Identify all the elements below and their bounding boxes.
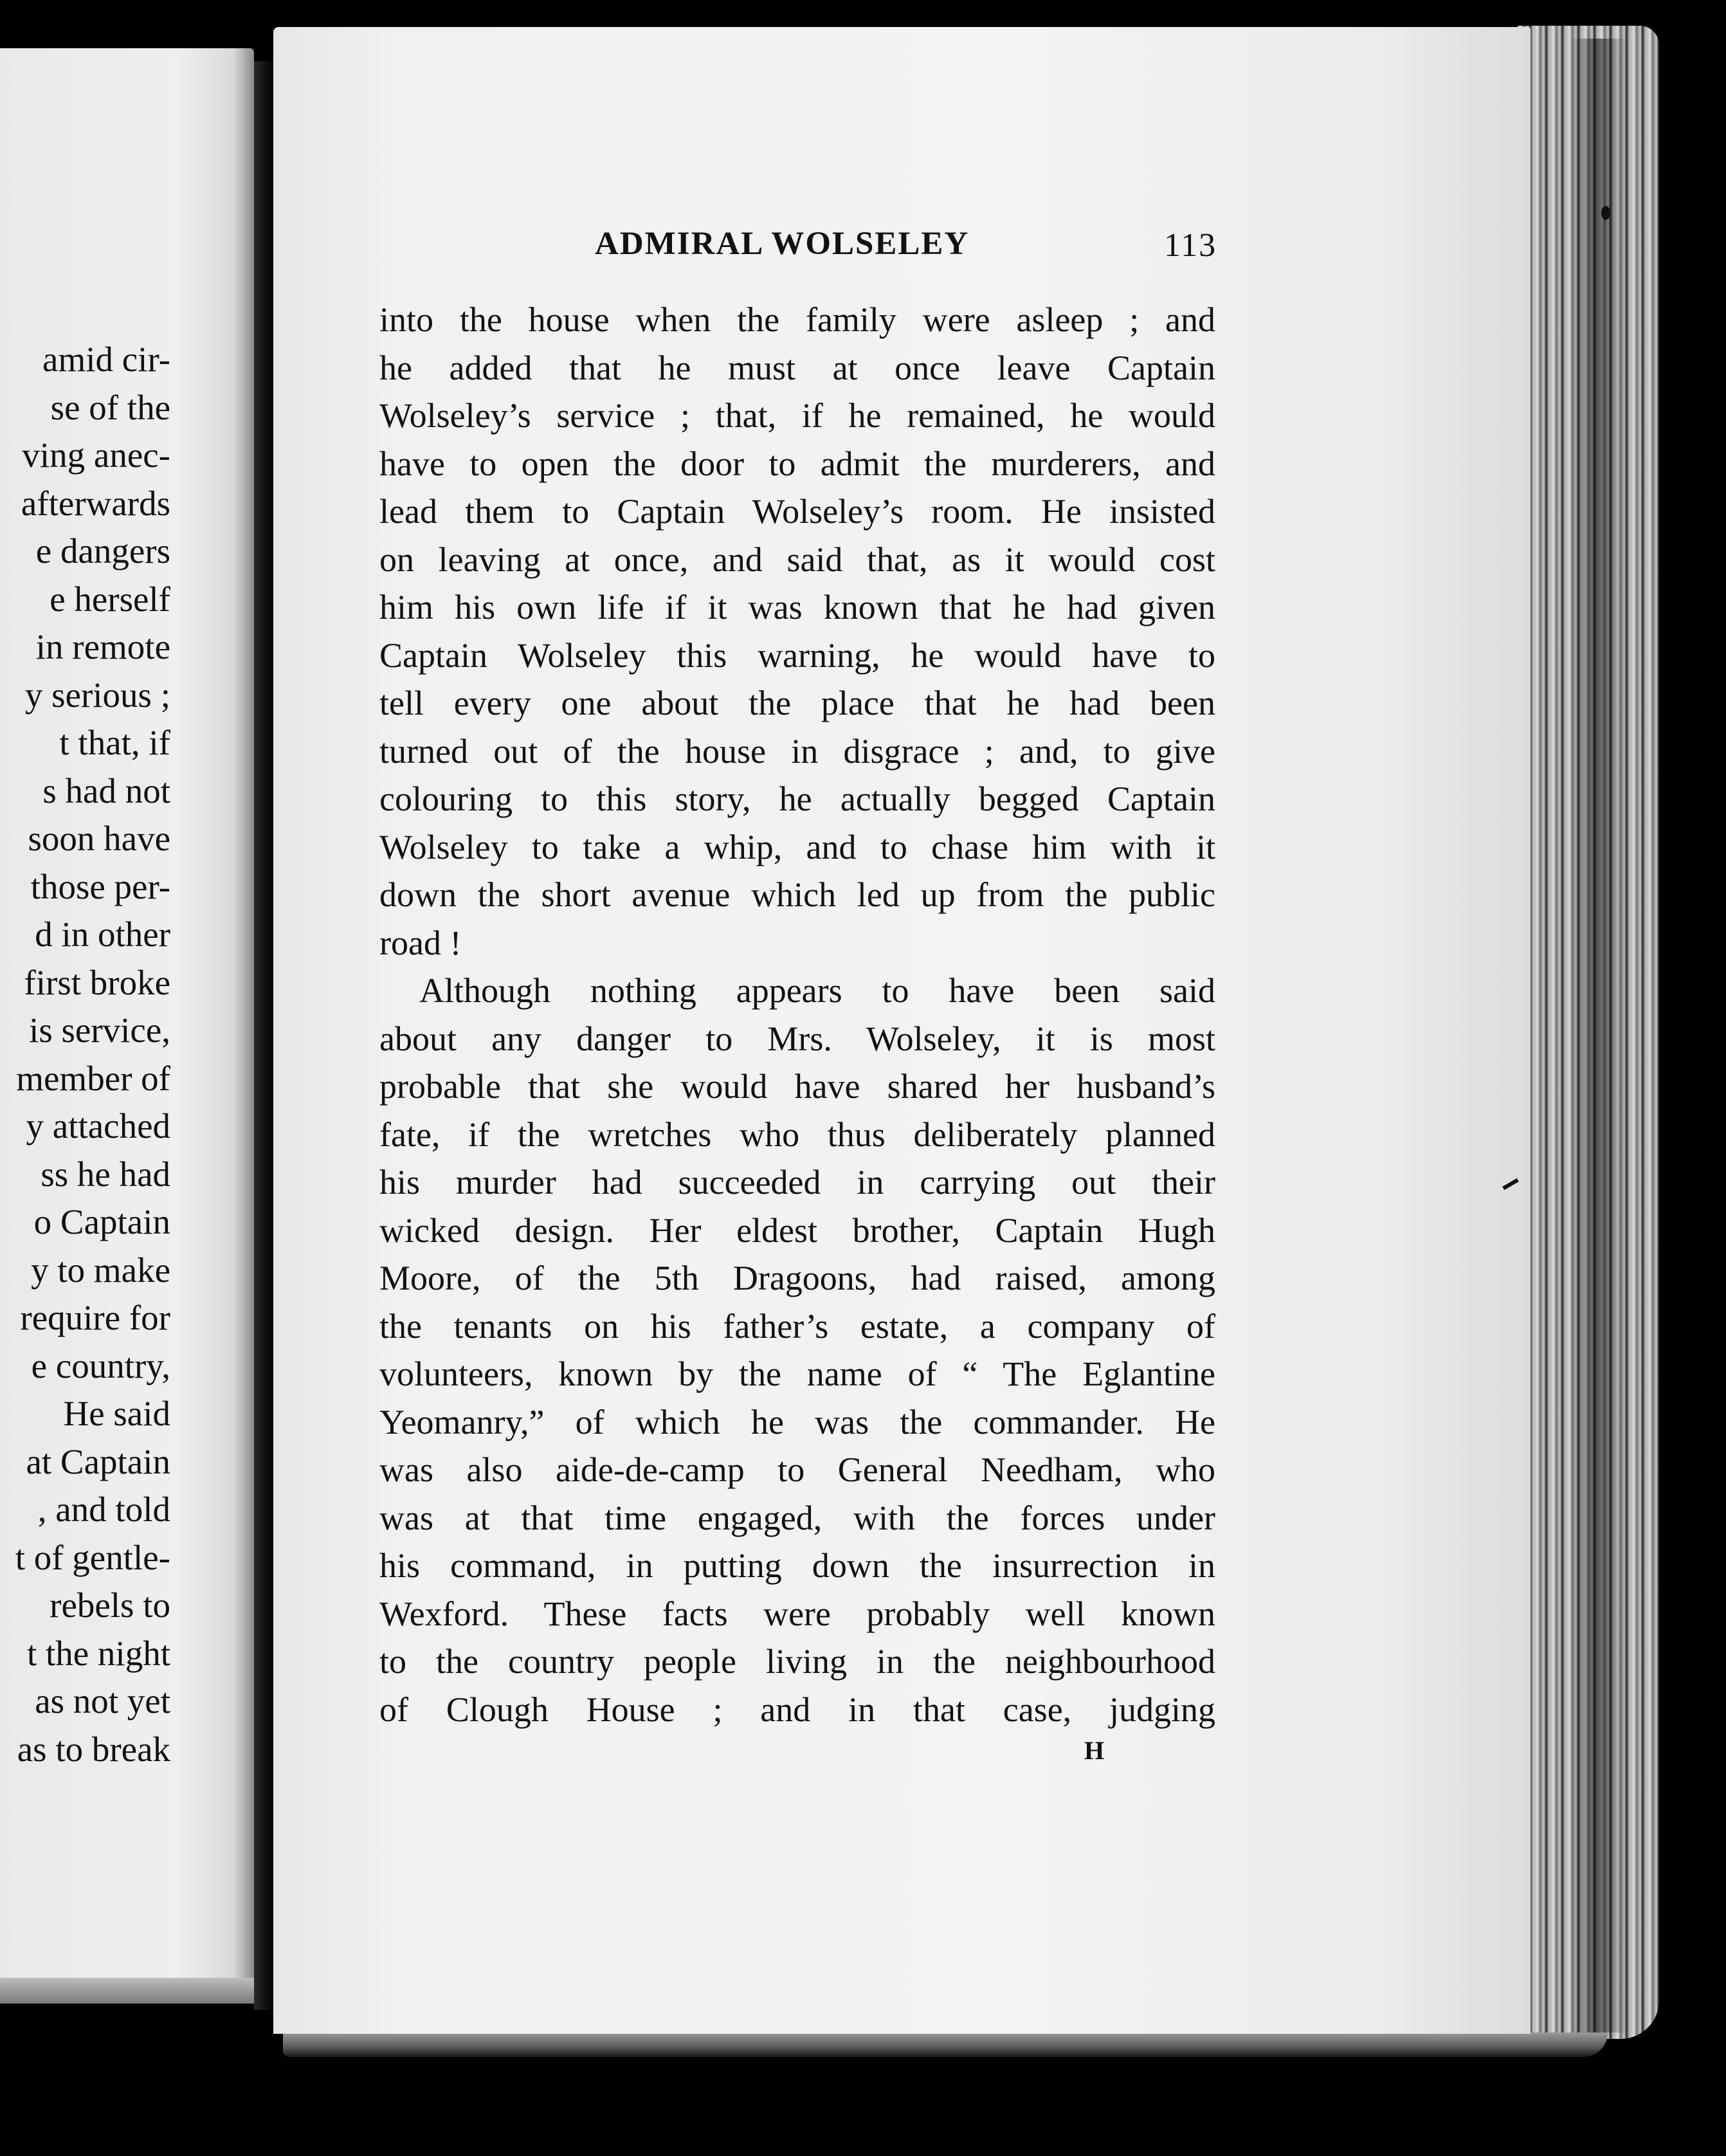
text-line: probable that she would have shared her husband’s xyxy=(379,1067,1215,1106)
left-line: y serious ; xyxy=(24,675,170,715)
text-line: Wexford. These facts were probably well known xyxy=(379,1594,1215,1633)
left-line: in remote xyxy=(35,627,170,666)
left-facing-page xyxy=(0,48,254,2004)
text-line: fate, if the wretches who thus deliberately planned xyxy=(379,1115,1215,1154)
text-line: tell every one about the place that he had been xyxy=(379,684,1215,722)
left-line: soon have xyxy=(28,819,170,858)
text-line: Wolseley’s service ; that, if he remained, he would xyxy=(379,396,1215,435)
left-line: e country, xyxy=(31,1346,170,1385)
left-line: e dangers xyxy=(35,531,170,571)
left-line: member of xyxy=(16,1058,170,1098)
text-line: to the country people living in the neighbourhood xyxy=(379,1642,1215,1681)
signature-mark: H xyxy=(1084,1736,1105,1765)
text-line: Moore, of the 5th Dragoons, had raised, among xyxy=(379,1259,1215,1297)
left-line: is service, xyxy=(29,1010,170,1050)
left-line: t that, if xyxy=(59,723,170,762)
text-line: down the short avenue which led up from the public xyxy=(379,875,1215,914)
text-line: his murder had succeeded in carrying out their xyxy=(379,1163,1215,1201)
text-line: was also aide-de-camp to General Needham, who xyxy=(379,1450,1215,1489)
text-line: lead them to Captain Wolseley’s room. He insisted xyxy=(379,492,1215,531)
left-line: ss he had xyxy=(41,1154,170,1194)
left-line: , and told xyxy=(37,1490,170,1529)
text-line: colouring to this story, he actually begged Captain xyxy=(379,780,1215,818)
text-line: him his own life if it was known that he had given xyxy=(379,588,1215,626)
text-line: Wolseley to take a whip, and to chase him with it xyxy=(379,827,1215,866)
left-line: first broke xyxy=(24,962,170,1002)
page-number: 113 xyxy=(1164,227,1217,264)
text-line: about any danger to Mrs. Wolseley, it is most xyxy=(379,1019,1215,1058)
text-line: on leaving at once, and said that, as it would cost xyxy=(379,540,1215,579)
text-line: have to open the door to admit the murderers, and xyxy=(379,444,1215,483)
bottom-page-edge xyxy=(283,2033,1608,2057)
left-line: o Captain xyxy=(33,1202,170,1241)
left-page-bottom-edge xyxy=(0,1978,254,2004)
left-line: ving anec- xyxy=(22,435,170,475)
left-line: as not yet xyxy=(35,1681,170,1721)
text-line: wicked design. Her eldest brother, Captain Hugh xyxy=(379,1210,1215,1250)
left-line: d in other xyxy=(35,915,170,954)
text-line: his command, in putting down the insurrection in xyxy=(379,1546,1215,1585)
left-line: rebels to xyxy=(50,1585,170,1625)
running-header: ADMIRAL WOLSELEY xyxy=(595,226,970,262)
margin-ink-speck xyxy=(1601,206,1610,220)
left-line: y to make xyxy=(31,1250,170,1290)
text-line: he added that he must at once leave Captain xyxy=(379,348,1215,387)
text-line: turned out of the house in disgrace ; and, to give xyxy=(379,731,1215,771)
book-gutter xyxy=(254,61,273,2010)
left-line: He said xyxy=(63,1394,170,1433)
left-line: afterwards xyxy=(21,483,170,523)
text-line: the tenants on his father’s estate, a company of xyxy=(379,1306,1215,1346)
text-line: Yeomanry,” of which he was the commander. He xyxy=(379,1402,1215,1441)
left-line: se of the xyxy=(50,387,170,427)
body-text xyxy=(379,296,1215,1733)
left-line: e herself xyxy=(50,579,170,619)
left-line: those per- xyxy=(30,866,170,906)
text-line: into the house when the family were asleep ; and xyxy=(379,300,1215,339)
left-line: t the night xyxy=(26,1633,170,1673)
text-line: of Clough House ; and in that case, judging xyxy=(379,1690,1215,1729)
text-line: was at that time engaged, with the forces under xyxy=(379,1498,1215,1537)
text-line: Captain Wolseley this warning, he would have to xyxy=(379,635,1215,675)
left-line: s had not xyxy=(42,771,170,810)
text-line: volunteers, known by the name of “ The Eglantine xyxy=(379,1355,1215,1393)
page-edges-shadow xyxy=(1569,39,1627,2033)
left-line: as to break xyxy=(17,1729,170,1769)
left-page-text xyxy=(0,336,170,1773)
left-line: require for xyxy=(20,1298,170,1337)
left-line: t of gentle- xyxy=(15,1537,170,1577)
text-line: Although nothing appears to have been said xyxy=(419,971,1215,1010)
left-line: y attached xyxy=(26,1106,170,1146)
left-line: amid cir- xyxy=(42,340,170,379)
text-line: road ! xyxy=(379,923,462,962)
left-line: at Captain xyxy=(26,1441,170,1481)
